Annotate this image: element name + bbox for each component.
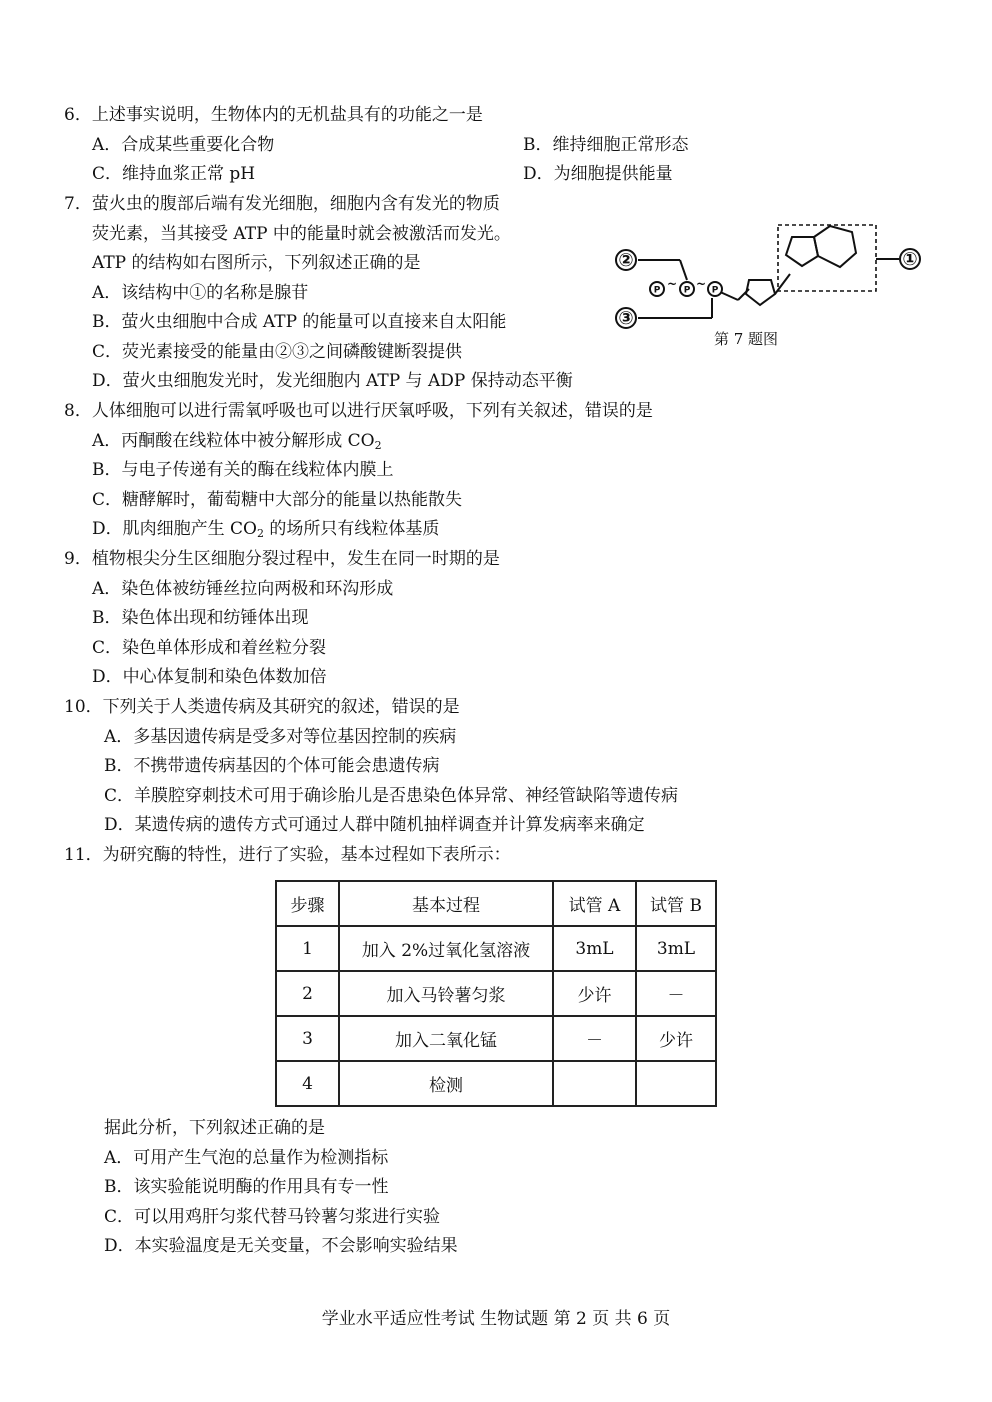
q10-option-d: D．某遗传病的遗传方式可通过人群中随机抽样调查并计算发病率来确定 [104, 815, 645, 835]
experiment-table [275, 880, 717, 1107]
atp-structure-figure [612, 222, 934, 350]
q7-stem-line2: 荧光素，当其接受 ATP 中的能量时就会被激活而发光。 [92, 224, 511, 244]
table-cell: 加入 2%过氧化氢溶液 [339, 926, 553, 971]
q11-option-d: D．本实验温度是无关变量，不会影响实验结果 [104, 1236, 458, 1256]
q8-stem: 8．人体细胞可以进行需氧呼吸也可以进行厌氧呼吸，下列有关叙述，错误的是 [64, 401, 653, 421]
phosphate-label-1: P [653, 285, 661, 296]
phosphate-label-3: P [711, 285, 719, 296]
q10-option-a: A．多基因遗传病是受多对等位基因控制的疾病 [104, 727, 457, 747]
q11-option-c: C．可以用鸡肝匀浆代替马铃薯匀浆进行实验 [104, 1207, 441, 1227]
table-cell: 3mL [636, 926, 716, 971]
figure-caption: 第 7 题图 [713, 330, 779, 348]
q6-option-c: C．维持血浆正常 pH [92, 164, 256, 184]
table-row [276, 926, 716, 971]
q9-option-c: C．染色单体形成和着丝粒分裂 [92, 638, 327, 658]
table-cell: 少许 [636, 1016, 716, 1061]
adenine-dashed-box [778, 225, 876, 291]
q8-option-b: B．与电子传递有关的酶在线粒体内膜上 [92, 460, 394, 480]
phosphate-label-2: P [683, 285, 691, 296]
table-cell: 少许 [553, 971, 636, 1016]
high-energy-bond-1: ~ [666, 277, 678, 291]
q7-stem-line3: ATP 的结构如右图所示，下列叙述正确的是 [92, 253, 421, 273]
base-pentagon-ring [786, 237, 818, 266]
table-cell: 4 [276, 1061, 339, 1106]
q9-stem: 9．植物根尖分生区细胞分裂过程中，发生在同一时期的是 [64, 549, 500, 569]
table-row [276, 971, 716, 1016]
table-cell: － [553, 1016, 636, 1061]
q6-option-b: B．维持细胞正常形态 [523, 135, 689, 155]
q8-option-a-text: A．丙酮酸在线粒体中被分解形成 CO [92, 431, 375, 451]
base-hexagon-ring [814, 226, 856, 267]
q7-option-d: D．萤火虫细胞发光时，发光细胞内 ATP 与 ADP 保持动态平衡 [92, 371, 573, 391]
q11-option-a: A．可用产生气泡的总量作为检测指标 [104, 1148, 389, 1168]
table-header-row [276, 881, 716, 926]
q9-option-d: D．中心体复制和染色体数加倍 [92, 667, 327, 687]
table-cell: 检测 [339, 1061, 553, 1106]
table-cell: 加入二氧化锰 [339, 1016, 553, 1061]
q7-stem-line1: 7．萤火虫的腹部后端有发光细胞，细胞内含有发光的物质 [64, 194, 500, 214]
figure-label-3: ③ [618, 308, 634, 329]
table-cell: 3 [276, 1016, 339, 1061]
q8-option-c: C．糖酵解时，葡萄糖中大部分的能量以热能散失 [92, 490, 463, 510]
q7-option-a: A．该结构中①的名称是腺苷 [92, 283, 309, 303]
table-header-cell: 步骤 [276, 881, 339, 926]
figure-label-2: ② [618, 250, 634, 271]
table-cell: 1 [276, 926, 339, 971]
q10-stem: 10．下列关于人类遗传病及其研究的叙述，错误的是 [64, 697, 460, 717]
q6-option-a: A．合成某些重要化合物 [92, 135, 275, 155]
q9-option-a: A．染色体被纺锤丝拉向两极和环沟形成 [92, 579, 394, 599]
table-cell: 3mL [553, 926, 636, 971]
table-cell [636, 1061, 716, 1106]
table-row [276, 1016, 716, 1061]
table-row [276, 1061, 716, 1106]
q10-option-c: C．羊膜腔穿刺技术可用于确诊胎儿是否患染色体异常、神经管缺陷等遗传病 [104, 786, 679, 806]
table-cell: － [636, 971, 716, 1016]
q7-option-b: B．萤火虫细胞中合成 ATP 的能量可以直接来自太阳能 [92, 312, 507, 332]
high-energy-bond-2: ~ [695, 277, 707, 291]
page-footer: 学业水平适应性考试 生物试题 第 2 页 共 6 页 [321, 1309, 671, 1329]
table-cell: 加入马铃薯匀浆 [339, 971, 553, 1016]
q11-stem: 11．为研究酶的特性，进行了实验，基本过程如下表所示： [64, 845, 511, 865]
q11-lead: 据此分析，下列叙述正确的是 [104, 1118, 325, 1138]
table-cell: 2 [276, 971, 339, 1016]
q7-option-c: C．荧光素接受的能量由②③之间磷酸键断裂提供 [92, 342, 463, 362]
q6-option-d: D．为细胞提供能量 [523, 164, 673, 184]
q10-option-b: B．不携带遗传病基因的个体可能会患遗传病 [104, 756, 440, 776]
q11-option-b: B．该实验能说明酶的作用具有专一性 [104, 1177, 389, 1197]
table-header-cell: 试管 A [553, 881, 636, 926]
q6-stem: 6．上述事实说明，生物体内的无机盐具有的功能之一是 [64, 105, 483, 125]
q8-option-a-subscript: 2 [374, 439, 382, 452]
q8-option-d-text-end: 的场所只有线粒体基质 [263, 519, 440, 539]
q8-option-d-subscript: 2 [256, 527, 264, 540]
table-cell [553, 1061, 636, 1106]
q8-option-a [92, 430, 382, 452]
table-header-cell: 试管 B [636, 881, 716, 926]
ribose-ring [746, 280, 775, 305]
q9-option-b: B．染色体出现和纺锤体出现 [92, 608, 309, 628]
q8-option-d [92, 518, 439, 540]
q8-option-d-text: D．肌肉细胞产生 CO [92, 519, 257, 539]
table-header-cell: 基本过程 [339, 881, 553, 926]
figure-label-1: ① [902, 249, 918, 270]
